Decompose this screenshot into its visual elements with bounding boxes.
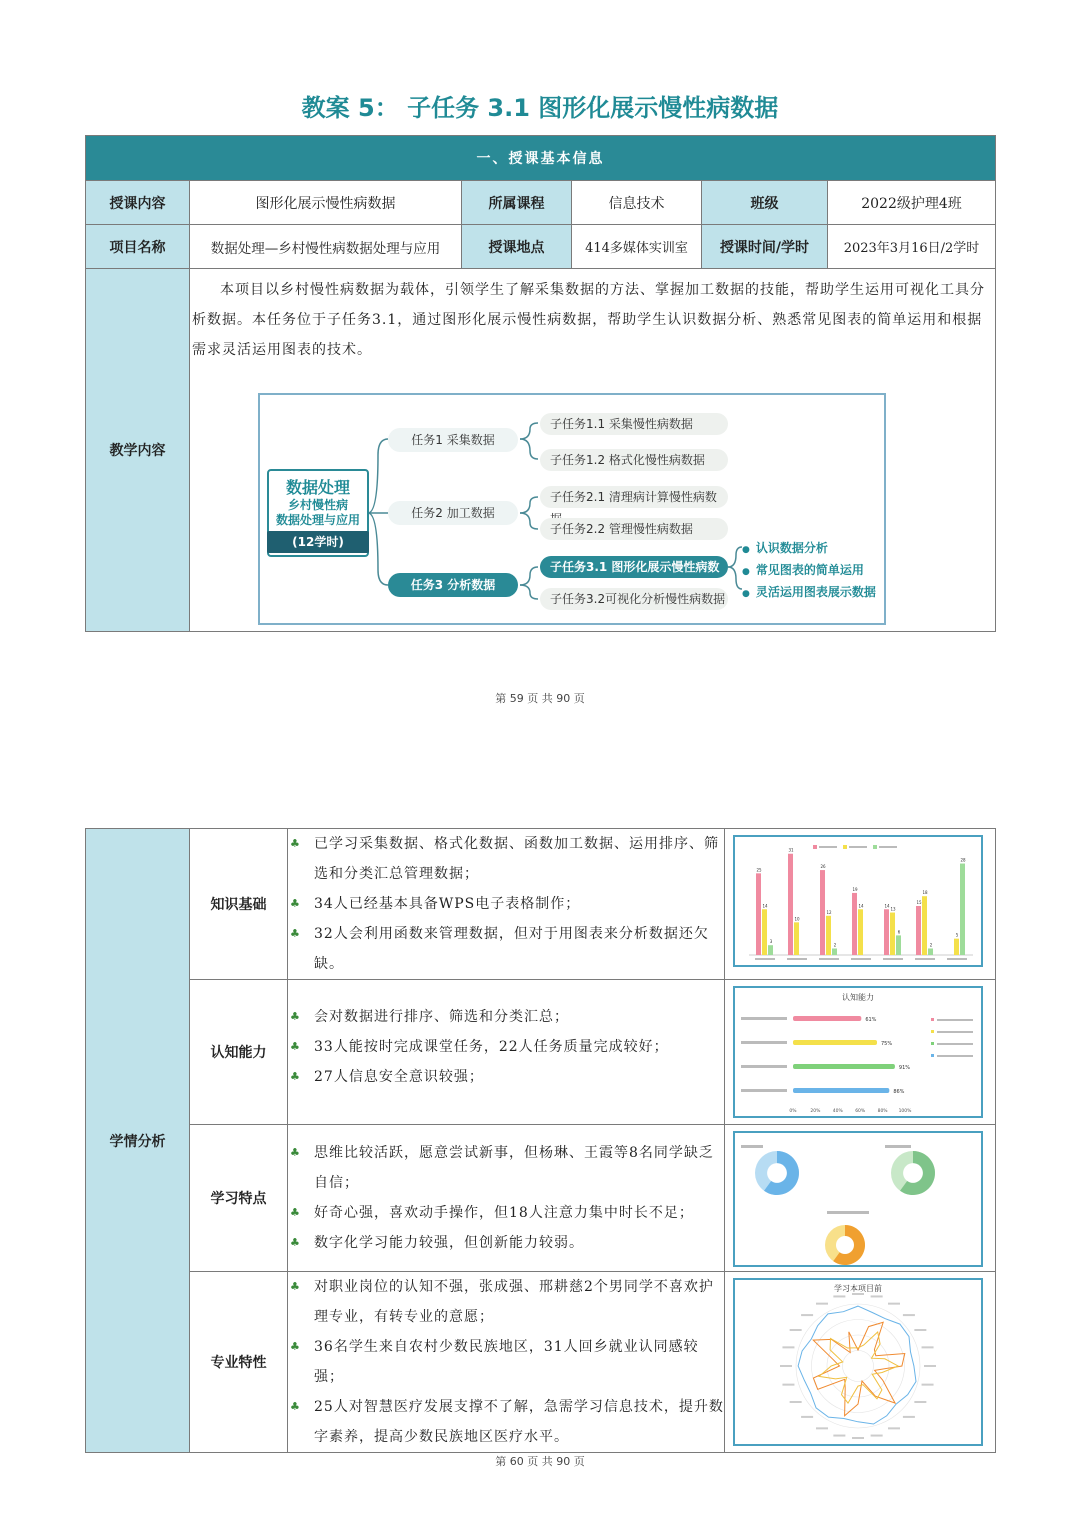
subtask-3-1: 子任务3.1 图形化展示慢性病数	[540, 556, 728, 578]
axis-label-placeholder	[816, 1303, 828, 1305]
category-label-placeholder	[915, 958, 935, 960]
row-label-knowledge: 知识基础	[190, 829, 288, 980]
bar-value-label: 2	[929, 942, 933, 948]
chart-title: 学习本项目前	[834, 1284, 882, 1293]
legend-label-placeholder	[849, 846, 867, 848]
bullet-icon: ♣	[290, 897, 301, 910]
list-item	[288, 1062, 724, 1092]
page-footer-59: 第 59 页 共 90 页	[495, 692, 585, 705]
item-text: 好奇心强，喜欢动手操作，但18人注意力集中时长不足；	[314, 1205, 694, 1221]
learning-items	[288, 1125, 725, 1272]
place-value: 414多媒体实训室	[572, 225, 702, 269]
bar	[960, 864, 965, 955]
bar	[826, 916, 831, 955]
bar	[954, 939, 959, 955]
axis-label-placeholder	[801, 1314, 813, 1316]
category-label-placeholder	[741, 1089, 787, 1092]
x-tick-label: 40%	[832, 1109, 843, 1114]
axis-label-placeholder	[852, 1437, 864, 1439]
legend-label-placeholder	[879, 846, 897, 848]
category-label-placeholder	[741, 1065, 787, 1068]
bullet-icon: ♣	[290, 927, 301, 940]
bar	[858, 909, 863, 955]
list-item	[288, 889, 724, 919]
radar-grid-ring	[812, 1320, 905, 1413]
donut-chart	[891, 1151, 935, 1195]
legend-swatch	[931, 1054, 934, 1057]
task-mindmap	[258, 393, 886, 625]
category-label-placeholder	[883, 958, 903, 960]
teaching-content	[190, 269, 996, 632]
bullet-icon: ♣	[290, 1146, 301, 1159]
x-tick-label: 100%	[898, 1109, 912, 1114]
bullet-icon: ♣	[290, 837, 301, 850]
bar	[793, 1016, 861, 1021]
bar-value-label: 14	[858, 903, 864, 909]
class-label: 班级	[702, 181, 828, 225]
bar-value-label: 14	[884, 903, 890, 909]
label-placeholder	[741, 1145, 763, 1148]
bar-value-label: 25	[756, 867, 762, 873]
category-label-placeholder	[819, 958, 839, 960]
page-title: 教案 5： 子任务 3.1 图形化展示慢性病数据	[301, 94, 779, 122]
axis-label-placeholder	[922, 1346, 934, 1348]
axis-label-placeholder	[903, 1416, 915, 1418]
bullet-icon: ♣	[290, 1206, 301, 1219]
bar	[922, 896, 927, 955]
bar-value-label: 91%	[898, 1065, 911, 1071]
task-1-node: 任务1 采集数据	[388, 428, 518, 452]
donut-chart	[755, 1151, 799, 1195]
list-item	[288, 1002, 724, 1032]
legend-label-placeholder	[937, 1019, 973, 1021]
learning-chart	[733, 1131, 983, 1267]
bar	[852, 893, 857, 955]
row-label-cognition: 认知能力	[190, 980, 288, 1125]
category-label-placeholder	[851, 958, 871, 960]
item-text: 对职业岗位的认知不强，张成强、邢耕慈2个男同学不喜欢护理专业，有转专业的意愿；	[314, 1279, 714, 1325]
teaching-paragraph: 本项目以乡村慢性病数据为载体，引领学生了解采集数据的方法、掌握加工数据的技能，帮助学生运用可视化工具分析数据。本任务位于子任务3.1，通过图形化展示慢性病数据，帮助学生认识数据分析、熟悉常见图表的简单运用和根据需求灵活运用图表的技术。	[192, 282, 985, 358]
legend-label-placeholder	[819, 846, 837, 848]
learning-chart-cell	[725, 1125, 996, 1272]
axis-label-placeholder	[833, 1295, 845, 1297]
bar	[832, 948, 837, 955]
axis-label-placeholder	[852, 1293, 864, 1295]
subtask-2-1: 子任务2.1 清理病计算慢性病数	[540, 486, 728, 508]
list-item	[288, 1228, 724, 1258]
project-label: 项目名称	[86, 225, 190, 269]
legend-label-placeholder	[937, 1055, 973, 1057]
knowledge-chart	[733, 835, 983, 967]
teaching-label: 教学内容	[86, 269, 190, 632]
legend-swatch	[931, 1030, 934, 1033]
content-value: 图形化展示慢性病数据	[190, 181, 462, 225]
bar-value-label: 75%	[881, 1041, 893, 1047]
bar-value-label: 86%	[893, 1089, 905, 1095]
bar	[793, 1088, 889, 1093]
category-label-placeholder	[741, 1041, 787, 1044]
subtask-1-1: 子任务1.1 采集慢性病数据	[540, 413, 728, 435]
class-value: 2022级护理4班	[828, 181, 996, 225]
axis-label-placeholder	[903, 1314, 915, 1316]
list-item	[288, 1332, 724, 1392]
donut-hole	[836, 1236, 854, 1254]
section-header: 一、授课基本信息	[86, 136, 996, 181]
x-tick-label: 80%	[877, 1109, 888, 1114]
knowledge-chart-cell	[725, 829, 996, 980]
axis-label-placeholder	[780, 1365, 792, 1367]
cognition-chart	[733, 986, 983, 1118]
bar	[762, 909, 767, 955]
basic-info-table	[85, 135, 996, 632]
axis-label-placeholder	[782, 1346, 794, 1348]
axis-label-placeholder	[782, 1384, 794, 1386]
x-tick-label: 60%	[855, 1109, 866, 1114]
bar-value-label: 13	[890, 906, 896, 912]
root-subtitle-1: 乡村慢性病	[287, 498, 348, 512]
root-title: 数据处理	[285, 478, 350, 497]
item-text: 数字化学习能力较强，但创新能力较弱。	[314, 1235, 584, 1251]
axis-label-placeholder	[871, 1435, 883, 1437]
cognition-chart-cell	[725, 980, 996, 1125]
bar-value-label: 26	[820, 864, 826, 870]
axis-label-placeholder	[790, 1329, 802, 1331]
professional-chart-cell	[725, 1272, 996, 1453]
chart-title: 认知能力	[842, 993, 874, 1002]
label-placeholder	[827, 1211, 869, 1214]
bar	[793, 1064, 895, 1069]
bar	[794, 922, 799, 955]
item-text: 36名学生来自农村少数民族地区，31人回乡就业认同感较强；	[314, 1339, 699, 1385]
time-value: 2023年3月16日/2学时	[828, 225, 996, 269]
bullet-icon: ♣	[290, 1340, 301, 1353]
bullet-icon: ♣	[290, 1400, 301, 1413]
root-subtitle-2: 数据处理与应用	[275, 513, 360, 527]
list-item	[288, 1138, 724, 1198]
bullet-icon: ♣	[290, 1070, 301, 1083]
bar	[890, 913, 895, 955]
bar-value-label: 6	[897, 929, 901, 935]
axis-label-placeholder	[816, 1427, 828, 1429]
legend-swatch	[843, 845, 847, 849]
axis-label-placeholder	[914, 1329, 926, 1331]
legend-swatch	[931, 1018, 934, 1021]
item-text: 25人对智慧医疗发展支撑不了解，急需学习信息技术，提升数字素养，提高少数民族地区医疗水平。	[314, 1399, 724, 1445]
professional-items	[288, 1272, 725, 1453]
task-2-node: 任务2 加工数据	[388, 501, 518, 525]
analysis-label: 学情分析	[86, 829, 190, 1453]
label-placeholder	[885, 1145, 911, 1148]
analysis-table	[85, 828, 996, 1453]
item-text: 33人能按时完成课堂任务，22人任务质量完成较好；	[314, 1039, 669, 1055]
legend-swatch	[873, 845, 877, 849]
legend-label-placeholder	[937, 1043, 973, 1045]
bullet-icon: ♣	[290, 1236, 301, 1249]
list-item	[288, 919, 724, 979]
knowledge-items	[288, 829, 725, 980]
category-label-placeholder	[787, 958, 807, 960]
radar-chart	[735, 1280, 981, 1444]
donut-chart	[825, 1225, 865, 1265]
bar-value-label: 3	[769, 939, 773, 945]
subtask-1-2: 子任务1.2 格式化慢性病数据	[540, 449, 728, 471]
item-text: 32人会利用函数来管理数据，但对于用图表来分析数据还欠缺。	[314, 926, 709, 972]
bar-value-label: 10	[794, 916, 800, 922]
axis-label-placeholder	[888, 1427, 900, 1429]
list-item	[288, 1392, 724, 1452]
row-label-professional: 专业特性	[190, 1272, 288, 1453]
bar	[916, 906, 921, 955]
bar	[820, 870, 825, 955]
point-2: ● 常见图表的简单运用	[742, 561, 864, 578]
legend-swatch	[813, 845, 817, 849]
item-text: 已学习采集数据、格式化数据、函数加工数据、运用排序、筛选和分类汇总管理数据；	[314, 836, 719, 882]
bar-value-label: 2	[833, 942, 837, 948]
item-text: 会对数据进行排序、筛选和分类汇总；	[314, 1009, 569, 1025]
bar-value-label: 28	[960, 857, 966, 863]
professional-chart	[733, 1278, 983, 1446]
legend-label-placeholder	[937, 1031, 973, 1033]
axis-label-placeholder	[833, 1435, 845, 1437]
cognition-bar-chart	[735, 988, 981, 1116]
list-item	[288, 829, 724, 889]
category-label-placeholder	[947, 958, 967, 960]
axis-label-placeholder	[801, 1416, 813, 1418]
donut-hole	[903, 1163, 923, 1183]
knowledge-bar-chart	[735, 837, 981, 965]
bullet-icon: ♣	[290, 1280, 301, 1293]
radar-series	[798, 1306, 916, 1424]
bullet-icon: ♣	[290, 1040, 301, 1053]
content-label: 授课内容	[86, 181, 190, 225]
bar	[884, 909, 889, 955]
category-label-placeholder	[755, 958, 775, 960]
cognition-items	[288, 980, 725, 1125]
bar	[756, 873, 761, 955]
time-label: 授课时间/学时	[702, 225, 828, 269]
bullet-icon: ♣	[290, 1010, 301, 1023]
bar	[793, 1040, 877, 1045]
bar	[788, 854, 793, 955]
subtask-3-2: 子任务3.2可视化分析慢性病数据	[540, 588, 728, 610]
legend-swatch	[931, 1042, 934, 1045]
axis-label-placeholder	[924, 1365, 936, 1367]
bar-value-label: 31	[788, 847, 794, 853]
place-label: 授课地点	[462, 225, 572, 269]
bar-value-label: 14	[762, 903, 768, 909]
radar-series	[819, 1332, 898, 1403]
project-value: 数据处理—乡村慢性病数据处理与应用	[190, 225, 462, 269]
point-1: ● 认识数据分析	[742, 539, 828, 556]
axis-label-placeholder	[914, 1401, 926, 1403]
bar	[768, 945, 773, 955]
bar-value-label: 18	[922, 890, 928, 896]
x-tick-label: 0%	[789, 1109, 797, 1114]
axis-label-placeholder	[790, 1401, 802, 1403]
root-hours: (12学时)	[267, 531, 369, 553]
bar-value-label: 12	[826, 909, 832, 915]
subtask-2-2: 子任务2.2 管理慢性病数据	[540, 518, 728, 540]
course-value: 信息技术	[572, 181, 702, 225]
item-text: 34人已经基本具备WPS电子表格制作；	[314, 896, 581, 912]
axis-label-placeholder	[922, 1384, 934, 1386]
donut-hole	[767, 1163, 787, 1183]
axis-label-placeholder	[871, 1295, 883, 1297]
bar-value-label: 19	[852, 886, 858, 892]
bar	[896, 935, 901, 955]
list-item	[288, 1272, 724, 1332]
task-3-node: 任务3 分析数据	[388, 573, 518, 597]
item-text: 27人信息安全意识较强；	[314, 1069, 484, 1085]
bar	[928, 948, 933, 955]
page-footer-60: 第 60 页 共 90 页	[495, 1455, 585, 1468]
x-tick-label: 20%	[810, 1109, 821, 1114]
bar-value-label: 5	[955, 932, 959, 938]
point-3: ● 灵活运用图表展示数据	[742, 583, 876, 600]
list-item	[288, 1198, 724, 1228]
course-label: 所属课程	[462, 181, 572, 225]
learning-donut-charts	[735, 1133, 981, 1265]
axis-label-placeholder	[888, 1303, 900, 1305]
bar-value-label: 15	[916, 900, 922, 905]
item-text: 思维比较活跃，愿意尝试新事，但杨琳、王霞等8名同学缺乏自信；	[314, 1145, 714, 1191]
category-label-placeholder	[741, 1017, 787, 1020]
bar-value-label: 61%	[865, 1017, 877, 1023]
row-label-learning: 学习特点	[190, 1125, 288, 1272]
list-item	[288, 1032, 724, 1062]
